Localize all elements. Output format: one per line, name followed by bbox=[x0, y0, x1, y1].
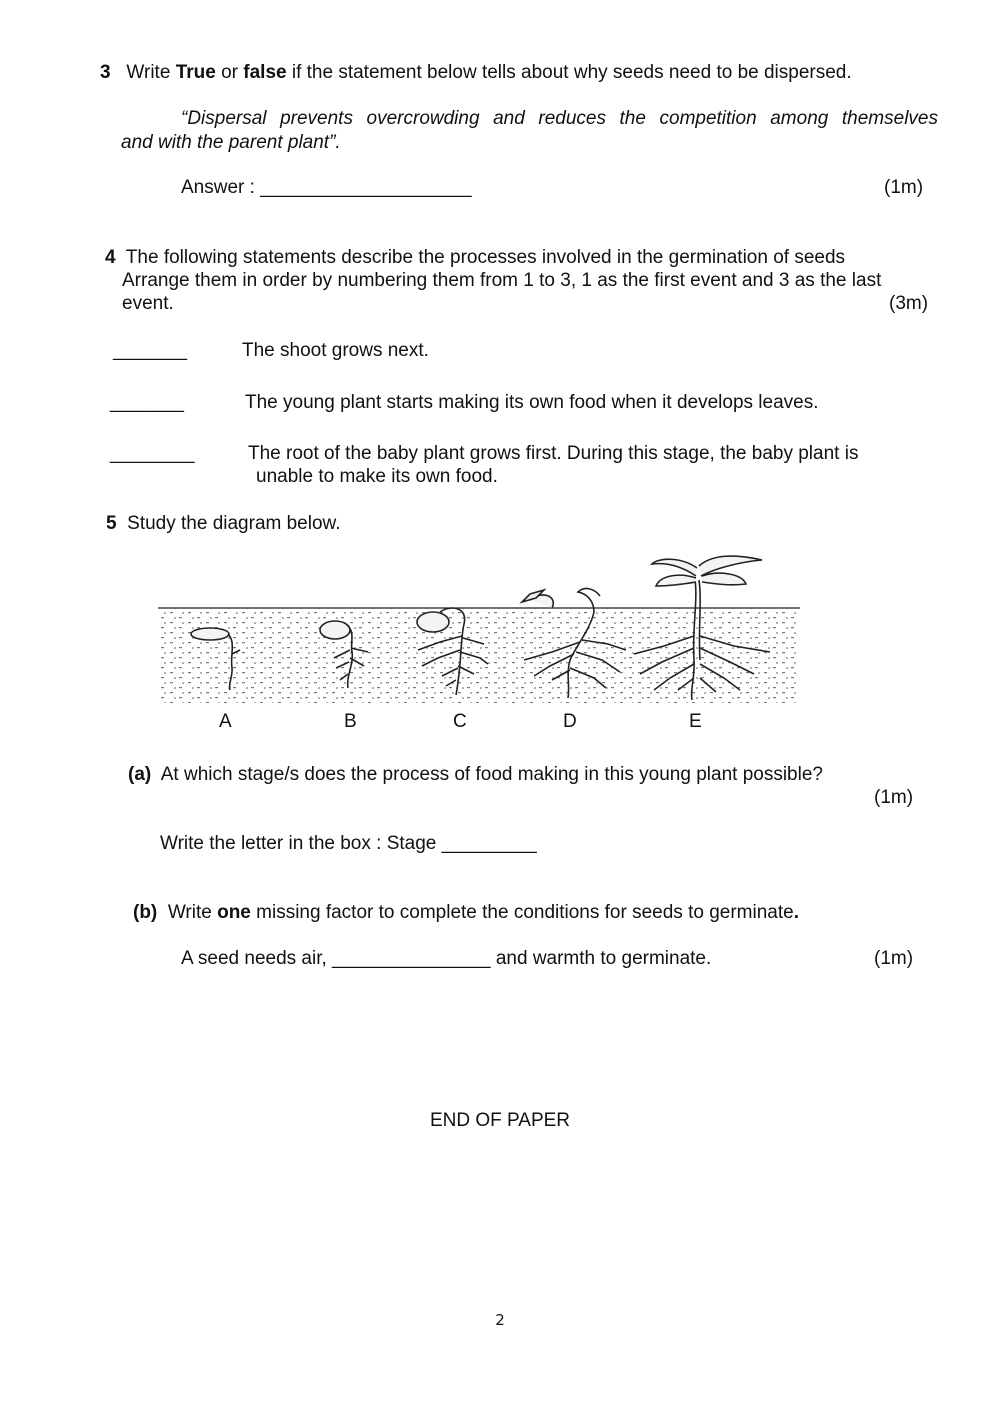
statement-text: The shoot grows next. bbox=[242, 340, 429, 361]
stage-label-a: A bbox=[219, 711, 232, 732]
prompt-text: The following statements describe the processes involved in the germination of seeds bbox=[125, 247, 846, 268]
page-number: 2 bbox=[495, 1311, 505, 1329]
statement-text: The root of the baby plant grows first. During this stage, the baby plant is bbox=[248, 443, 859, 464]
prompt-text: missing factor to complete the conditions for seeds to germinate bbox=[250, 902, 794, 923]
statement-text-cont: unable to make its own food. bbox=[256, 466, 498, 487]
question-4-line-3: event. bbox=[122, 293, 174, 314]
marks: (1m) bbox=[874, 948, 914, 969]
answer-blank[interactable]: ________ bbox=[110, 443, 195, 464]
stage-label-d: D bbox=[563, 711, 577, 732]
prompt-text: Write bbox=[167, 902, 218, 923]
statement-text: The young plant starts making its own food when it develops leaves. bbox=[245, 392, 819, 413]
prompt-text: Study the diagram below. bbox=[127, 513, 341, 534]
question-4-line-2: Arrange them in order by numbering them from 1 to 3, 1 as the first event and 3 as the last bbox=[122, 270, 882, 291]
part-a-question bbox=[128, 763, 823, 786]
keyword-false: false bbox=[243, 62, 287, 83]
stage-label-b: B bbox=[344, 711, 357, 732]
prompt-period: . bbox=[793, 902, 799, 923]
germination-diagram bbox=[150, 550, 805, 705]
marks: (1m) bbox=[884, 177, 924, 198]
marks: (1m) bbox=[874, 787, 914, 808]
quote-line-1: “Dispersal prevents overcrowding and reduces the competition among themselves bbox=[181, 108, 938, 129]
part-label: (a) bbox=[128, 764, 152, 785]
question-number: 5 bbox=[106, 513, 117, 534]
question-4-line-1 bbox=[105, 246, 845, 269]
stage-label-c: C bbox=[453, 711, 467, 732]
germination-answer-field[interactable]: A seed needs air, _______________ and warmth to germinate. bbox=[181, 948, 712, 969]
question-number: 3 bbox=[100, 62, 111, 83]
answer-blank[interactable]: _______ bbox=[113, 340, 187, 361]
prompt-text: or bbox=[215, 62, 244, 83]
keyword-one: one bbox=[217, 902, 251, 923]
prompt-text: Write bbox=[126, 62, 176, 83]
question-number: 4 bbox=[105, 247, 116, 268]
prompt-text: At which stage/s does the process of food making in this young plant possible? bbox=[160, 764, 823, 785]
quote-line-2: and with the parent plant”. bbox=[121, 132, 341, 153]
marks: (3m) bbox=[889, 293, 929, 314]
part-b-question bbox=[133, 901, 799, 924]
end-of-paper: END OF PAPER bbox=[429, 1110, 571, 1131]
stage-answer-field[interactable]: Write the letter in the box : Stage _________ bbox=[160, 833, 537, 854]
stage-label-e: E bbox=[689, 711, 702, 732]
question-3-prompt bbox=[100, 61, 852, 84]
keyword-true: True bbox=[175, 62, 216, 83]
soil bbox=[158, 608, 800, 703]
answer-blank[interactable]: _______ bbox=[110, 392, 184, 413]
part-label: (b) bbox=[133, 902, 158, 923]
answer-field[interactable]: Answer : ____________________ bbox=[181, 177, 472, 198]
question-5-intro bbox=[106, 512, 341, 535]
prompt-text: if the statement below tells about why seeds need to be dispersed. bbox=[286, 62, 852, 83]
